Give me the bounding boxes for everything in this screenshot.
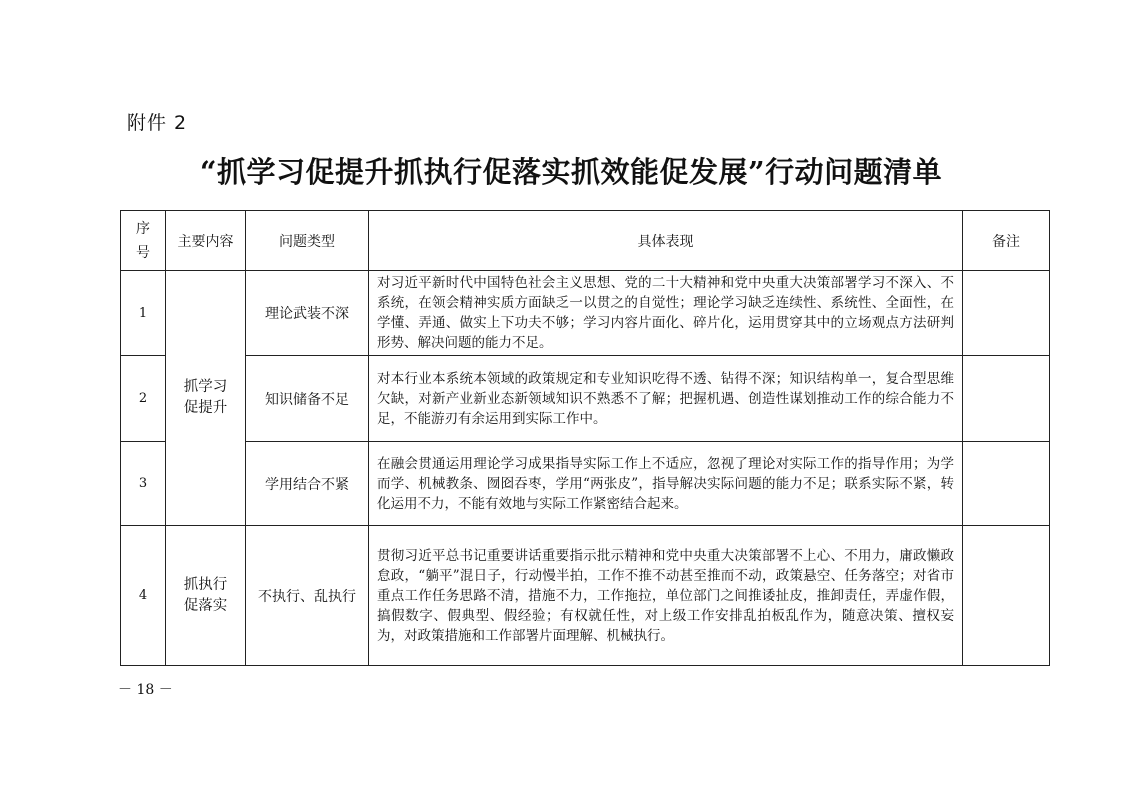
group-label-line2: 促落实 <box>183 597 228 614</box>
row-description: 贯彻习近平总书记重要讲话重要指示批示精神和党中央重大决策部署不上心、不用力，庸政懒政怠政，“躺平”混日子，行动慢半拍，工作不推不动甚至推而不动，政策悬空、任务落空；对省市重点工作任务思路不清，措施不力，工作拖拉，单位部门之间推诿扯皮，推卸责任，弄虚作假，搞假数字、假典型、假经验；有权就任性，对上级工作安排乱拍板乱作为，随意决策、擅权妄为，对政策措施和工作部署片面理解、机械执行。 <box>369 526 963 666</box>
table-row <box>121 526 1050 666</box>
table-row <box>121 356 1050 442</box>
attachment-label: 附件 2 <box>127 112 188 134</box>
row-note <box>963 526 1050 666</box>
group-label-line2: 促提升 <box>183 400 228 416</box>
row-note <box>963 271 1050 356</box>
row-issue-type: 理论武装不深 <box>246 271 369 356</box>
header-description: 具体表现 <box>369 211 963 271</box>
header-seq-line1: 序 <box>136 220 150 237</box>
row-description: 对习近平新时代中国特色社会主义思想、党的二十大精神和党中央重大决策部署学习不深入、不系统，在领会精神实质方面缺乏一以贯之的自觉性；理论学习缺乏连续性、系统性、全面性，在学懂、弄通、做实上下功夫不够；学习内容片面化、碎片化，运用贯穿其中的立场观点方法研判形势、解决问题的能力不足。 <box>369 271 963 356</box>
table-header-row <box>121 211 1050 271</box>
header-seq <box>121 211 166 271</box>
group-main-content <box>166 271 246 526</box>
row-seq: 1 <box>121 271 166 356</box>
issue-list-table <box>120 210 1050 666</box>
row-seq: 2 <box>121 356 166 442</box>
header-main-content: 主要内容 <box>166 211 246 271</box>
row-seq: 3 <box>121 442 166 526</box>
header-seq-line2: 号 <box>136 244 150 261</box>
row-note <box>963 442 1050 526</box>
row-seq: 4 <box>121 526 166 666</box>
table-row <box>121 442 1050 526</box>
document-title: “抓学习促提升抓执行促落实抓效能促发展”行动问题清单 <box>199 155 943 189</box>
page-number: － 18 － <box>118 682 173 698</box>
header-note: 备注 <box>963 211 1050 271</box>
row-note <box>963 356 1050 442</box>
row-issue-type: 学用结合不紧 <box>246 442 369 526</box>
table-row <box>121 271 1050 356</box>
group-label-line1: 抓执行 <box>183 576 228 593</box>
row-description: 对本行业本系统本领域的政策规定和专业知识吃得不透、钻得不深；知识结构单一，复合型思维欠缺，对新产业新业态新领域知识不熟悉不了解；把握机遇、创造性谋划推动工作的综合能力不足，不能游刃有余运用到实际工作中。 <box>369 356 963 442</box>
group-main-content <box>166 526 246 666</box>
row-issue-type: 不执行、乱执行 <box>246 526 369 666</box>
group-label-line1: 抓学习 <box>183 379 228 395</box>
row-issue-type: 知识储备不足 <box>246 356 369 442</box>
header-issue-type: 问题类型 <box>246 211 369 271</box>
row-description: 在融会贯通运用理论学习成果指导实际工作上不适应，忽视了理论对实际工作的指导作用；为学而学、机械教条、囫囵吞枣，学用“两张皮”，指导解决实际问题的能力不足；联系实际不紧，转化运用不力，不能有效地与实际工作紧密结合起来。 <box>369 442 963 526</box>
